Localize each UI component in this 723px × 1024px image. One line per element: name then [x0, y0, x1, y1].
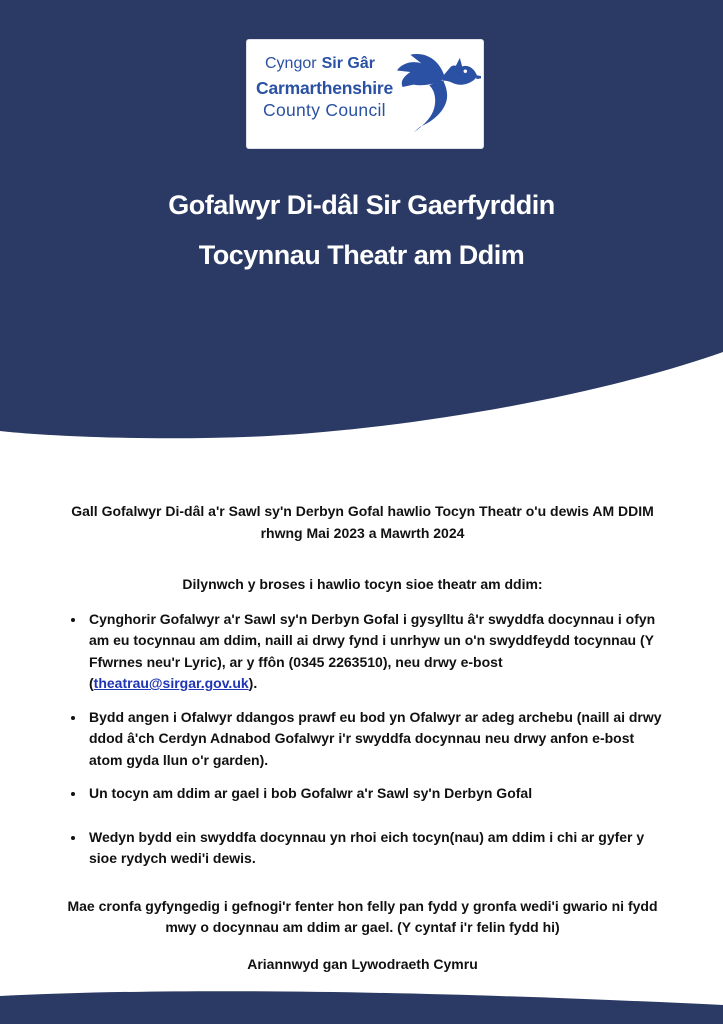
- logo-line-county-council: County Council: [263, 100, 386, 120]
- council-logo-text: [256, 55, 393, 121]
- logo-line-welsh: [265, 55, 393, 73]
- bullet-item-proof: • Bydd angen i Ofalwyr ddangos prawf eu bod yn Ofalwyr ar adeg archebu (naill ai drwy ddod â'ch Cerdyn Adnabod Gofalwyr i'r swyddfa docynnau neu drwy anfon e-bost atom gyda llun o'r garden).: [86, 707, 668, 772]
- email-link[interactable]: theatrau@sirgar.gov.uk: [93, 675, 249, 691]
- intro-paragraph: Gall Gofalwyr Di-dâl a'r Sawl sy'n Derbyn Gofal hawlio Tocyn Theatr o'u dewis AM DDIM rhwng Mai 2023 a Mawrth 2024: [71, 503, 654, 541]
- funding-credit: Ariannwyd gan Lywodraeth Cymru: [247, 955, 478, 972]
- logo-cyngor-text: Cyngor: [265, 55, 317, 72]
- body-content: [57, 501, 668, 975]
- process-heading: Dilynwch y broses i hawlio tocyn sioe theatr am ddim:: [182, 576, 543, 592]
- logo-line-county-name: Carmarthenshire: [256, 78, 394, 98]
- welsh-dragon-icon: [379, 44, 481, 144]
- closing-paragraph: Mae cronfa gyfyngedig i gefnogi'r fenter hon felly pan fydd y gronfa wedi'i gwario ni fydd mwy o docynnau am ddim ar gael. (Y cyntaf i'r felin fydd hi): [67, 897, 658, 935]
- council-logo: [247, 40, 483, 148]
- bullet-item-contact: [86, 609, 668, 695]
- bullet-item-one-ticket: • Un tocyn am ddim ar gael i bob Gofalwr a'r Sawl sy'n Derbyn Gofal: [86, 783, 668, 805]
- page-title-line1: Gofalwyr Di-dâl Sir Gaerfyrddin: [168, 190, 555, 220]
- page-title-line2: Tocynnau Theatr am Ddim: [198, 240, 525, 270]
- bullet-contact-text: Cynghorir Gofalwyr a'r Sawl sy'n Derbyn Gofal i gysylltu â'r swyddfa docynnau i ofyn am eu tocynnau am ddim, naill ai drwy fynd i unrhyw un o'n swyddfeydd tocynnau (Y Ffwrnes neu'r Lyric), ar y ffôn (0345 2263510), neu drwy e-bost (: [89, 610, 656, 691]
- logo-sir-gar-text: Sir Gâr: [321, 55, 375, 72]
- bullet-list: [57, 609, 668, 870]
- bullet-contact-suffix: ).: [248, 675, 258, 691]
- bullet-item-issue-ticket: • Wedyn bydd ein swyddfa docynnau yn rhoi eich tocyn(nau) am ddim i chi ar gyfer y sioe rydych wedi'i dewis.: [86, 827, 668, 870]
- footer-wave: [0, 984, 723, 1024]
